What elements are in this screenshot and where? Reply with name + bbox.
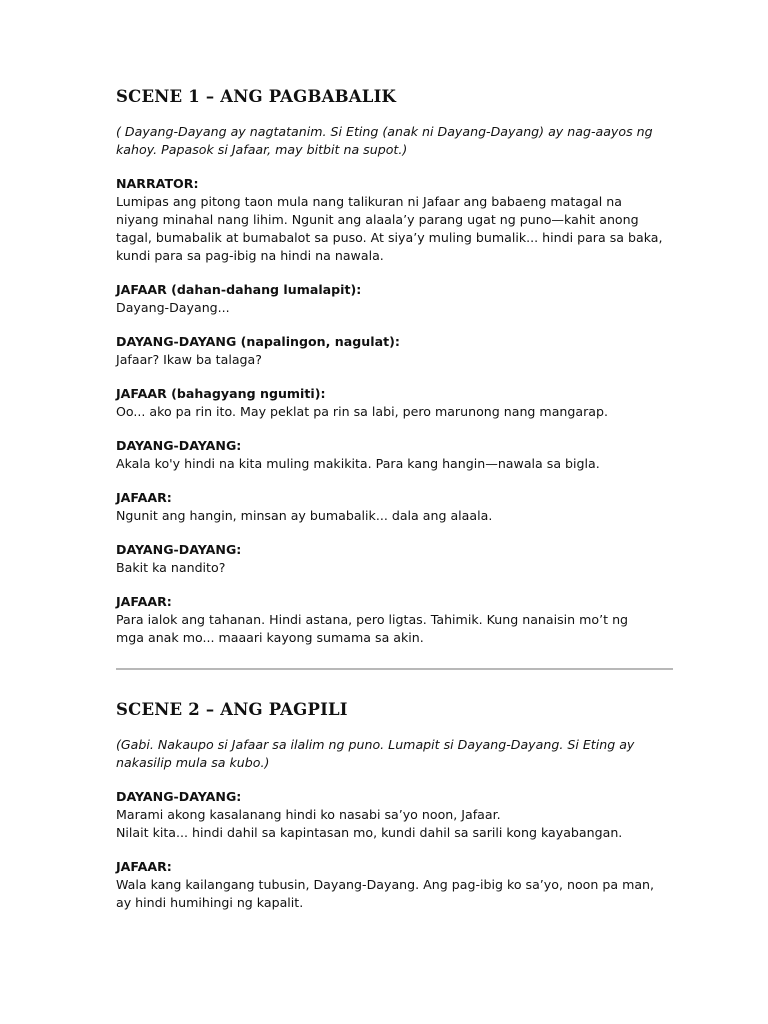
dialogue-line: Lumipas ang pitong taon mula nang talikuran ni Jafaar ang babaeng matagal na (116, 194, 622, 209)
scene-2-section (116, 699, 676, 912)
dialogue-block-jafaar (116, 281, 676, 317)
direction-line: nakasilip mula sa kubo.) (116, 755, 270, 770)
dialogue-line: Wala kang kailangang tubusin, Dayang-Dayang. Ang pag-ibig ko sa’yo, noon pa man, (116, 877, 655, 892)
direction-line: (Gabi. Nakaupo si Jafaar sa ilalim ng puno. Lumapit si Dayang-Dayang. Si Eting ay (116, 737, 635, 752)
speaker-label: DAYANG-DAYANG: (116, 789, 242, 804)
dialogue-line: Para ialok ang tahanan. Hindi astana, pero ligtas. Tahimik. Kung nanaisin mo’t ng (116, 612, 629, 627)
dialogue-line: Nilait kita... hindi dahil sa kapintasan mo, kundi dahil sa sarili kong kayabangan. (116, 825, 623, 840)
dialogue-block-dayang-dayang (116, 541, 676, 577)
speaker-label: JAFAAR (bahagyang ngumiti): (116, 386, 326, 401)
dialogue-line: Jafaar? Ikaw ba talaga? (116, 352, 262, 367)
dialogue-block-dayang-dayang (116, 437, 676, 473)
scene-2-stage-direction (116, 736, 676, 772)
dialogue-block-jafaar (116, 385, 676, 421)
dialogue-line: Ngunit ang hangin, minsan ay bumabalik... dala ang alaala. (116, 508, 493, 523)
direction-line: ( Dayang-Dayang ay nagtatanim. Si Eting (anak ni Dayang-Dayang) ay nag-aayos ng (116, 124, 653, 139)
dialogue-line: niyang minahal nang lihim. Ngunit ang alaala’y parang ugat ng puno—kahit anong (116, 212, 639, 227)
speaker-label: JAFAAR (dahan-dahang lumalapit): (116, 282, 362, 297)
scene-2-title: SCENE 2 – ANG PAGPILI (116, 700, 348, 719)
scene-1-title: SCENE 1 – ANG PAGBABALIK (116, 87, 397, 106)
dialogue-line: Dayang-Dayang... (116, 300, 230, 315)
speaker-label: DAYANG-DAYANG: (116, 438, 242, 453)
dialogue-line: tagal, bumabalik at bumabalot sa puso. At siya’y muling bumalik... hindi para sa baka, (116, 230, 663, 245)
dialogue-line: ay hindi humihingi ng kapalit. (116, 895, 304, 910)
dialogue-block-narrator (116, 175, 676, 265)
dialogue-line: Oo... ako pa rin ito. May peklat pa rin sa labi, pero marunong nang mangarap. (116, 404, 608, 419)
dialogue-line: Marami akong kasalanang hindi ko nasabi sa’yo noon, Jafaar. (116, 807, 501, 822)
scene-divider (116, 668, 673, 670)
dialogue-line: kundi para sa pag-ibig na hindi na nawala. (116, 248, 384, 263)
speaker-label: JAFAAR: (116, 490, 172, 505)
speaker-label: DAYANG-DAYANG (napalingon, nagulat): (116, 334, 400, 349)
direction-line: kahoy. Papasok si Jafaar, may bitbit na supot.) (116, 142, 408, 157)
dialogue-block-jafaar (116, 489, 676, 525)
dialogue-line: Bakit ka nandito? (116, 560, 226, 575)
speaker-label: JAFAAR: (116, 859, 172, 874)
dialogue-line: mga anak mo... maaari kayong sumama sa akin. (116, 630, 424, 645)
speaker-label: JAFAAR: (116, 594, 172, 609)
speaker-label: NARRATOR: (116, 176, 199, 191)
dialogue-block-jafaar (116, 858, 676, 912)
dialogue-line: Akala ko'y hindi na kita muling makikita. Para kang hangin—nawala sa bigla. (116, 456, 600, 471)
scene-1-stage-direction (116, 123, 676, 159)
dialogue-block-jafaar (116, 593, 676, 647)
dialogue-block-dayang-dayang (116, 333, 676, 369)
dialogue-block-dayang-dayang (116, 788, 676, 842)
speaker-label: DAYANG-DAYANG: (116, 542, 242, 557)
scene-1-section (116, 86, 676, 647)
